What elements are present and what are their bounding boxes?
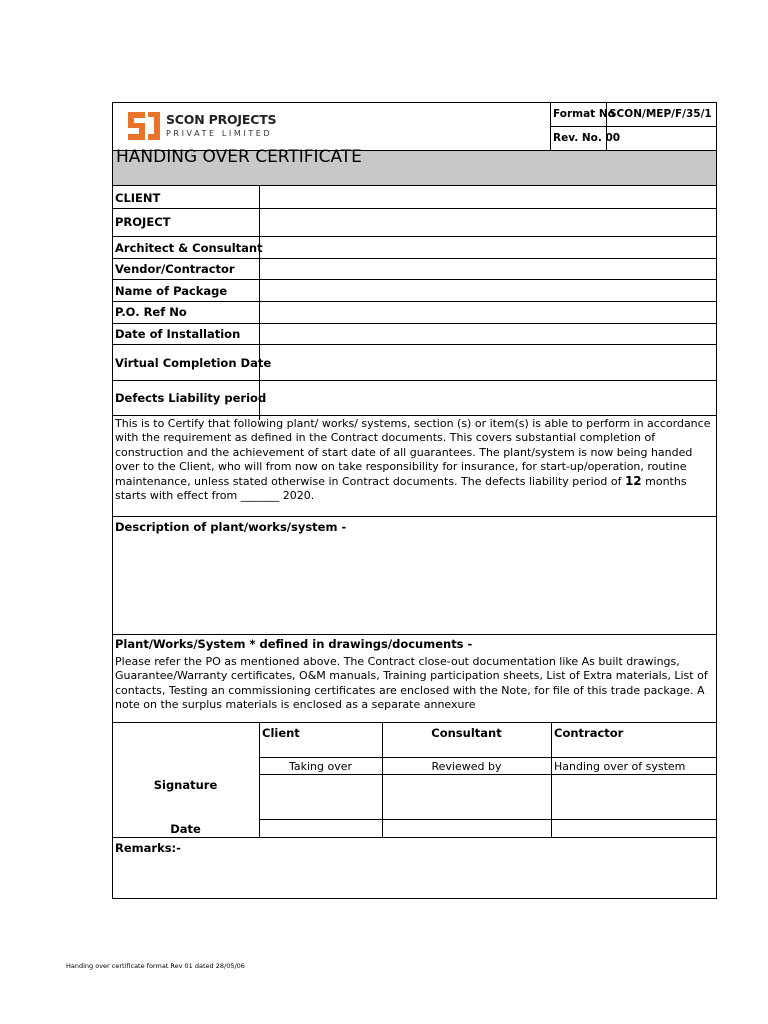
plant-section-body: Please refer the PO as mentioned above. The Contract close-out documentation like As built drawings, Guarantee/Warranty certificates, O&M manuals, Training participation sheets, List of Extra materials, List of contacts, Testing an commissioning certificates are enclosed with the Note, for file of this trade package. A note on the surplus materials is enclosed as a separate annexure <box>115 655 708 711</box>
date-consultant-box[interactable] <box>383 820 550 836</box>
certify-text-after: months starts with effect from _______ 2020. <box>115 475 687 503</box>
format-no-value: SCON/MEP/F/35/1 <box>609 108 712 120</box>
signoff-role-consultant: Reviewed by <box>431 760 502 773</box>
signature-client-box[interactable] <box>260 775 381 818</box>
row-line <box>112 344 716 345</box>
signature-label: Signature <box>153 778 218 792</box>
field-label-architect: Architect & Consultant <box>115 241 263 255</box>
signoff-role-client: Taking over <box>288 760 353 773</box>
outer-right-border <box>716 102 717 898</box>
row-line <box>112 837 716 838</box>
field-column-divider <box>259 186 260 420</box>
field-label-defects-period: Defects Liability period <box>115 391 267 405</box>
signoff-role-contractor: Handing over of system <box>554 760 686 773</box>
field-label-client: CLIENT <box>115 191 161 205</box>
signoff-col-client: Client <box>262 726 300 740</box>
signature-consultant-box[interactable] <box>383 775 550 818</box>
certificate-form <box>112 102 716 898</box>
field-label-completion-date: Virtual Completion Date <box>115 356 272 370</box>
outer-bottom-border <box>112 898 717 899</box>
row-line <box>112 258 716 259</box>
company-name: SCON PROJECTS <box>166 112 277 127</box>
rev-no-label: Rev. No. 00 <box>553 132 621 144</box>
remarks-label: Remarks:- <box>115 841 181 855</box>
field-label-package: Name of Package <box>115 284 228 298</box>
description-area[interactable] <box>113 536 715 634</box>
row-line <box>112 516 716 517</box>
signoff-row-line <box>259 757 716 758</box>
footer-note: Handing over certificate format Rev 01 dated 28/05/06 <box>66 962 245 970</box>
field-label-vendor: Vendor/Contractor <box>115 262 235 276</box>
date-label: Date <box>170 822 201 836</box>
row-line <box>112 323 716 324</box>
outer-top-border <box>112 102 717 103</box>
certify-paragraph <box>115 417 713 504</box>
row-line <box>112 236 716 237</box>
company-logo <box>128 111 277 143</box>
signoff-col-consultant: Consultant <box>431 726 502 740</box>
row-line <box>112 380 716 381</box>
row-line <box>112 722 716 723</box>
field-label-project: PROJECT <box>115 215 171 229</box>
description-label: Description of plant/works/system - <box>115 520 347 534</box>
scon-logo-icon <box>128 111 160 141</box>
field-label-installation-date: Date of Installation <box>115 327 241 341</box>
plant-section-heading: Plant/Works/System * defined in drawings/documents - <box>115 637 473 651</box>
format-no-label: Format No <box>553 108 615 120</box>
row-line <box>112 208 716 209</box>
signature-contractor-box[interactable] <box>552 775 715 818</box>
row-line <box>112 415 716 416</box>
page-title: HANDING OVER CERTIFICATE <box>116 147 362 167</box>
row-line <box>112 301 716 302</box>
field-label-po-ref: P.O. Ref No <box>115 305 187 319</box>
certify-text-before: This is to Certify that following plant/ works/ systems, section (s) or item(s) is able to perform in accordance with the requirement as defined in the Contract documents. This covers substantial completion of construction and the achievement of start date of all guarantees. The plant/system is now being handed over to the Client, who will from now on take responsibility for insurance, for start-up/operation, routine maintenance, unless stated otherwise in Contract documents. The defects liability period of <box>115 417 711 489</box>
row-line <box>112 634 716 635</box>
company-subtitle: PRIVATE LIMITED <box>166 129 273 138</box>
date-client-box[interactable] <box>260 820 381 836</box>
defects-months: 12 <box>624 474 642 489</box>
signoff-col-contractor: Contractor <box>554 726 624 740</box>
row-line <box>112 279 716 280</box>
date-contractor-box[interactable] <box>552 820 715 836</box>
remarks-area[interactable] <box>113 857 715 897</box>
format-divider-row <box>550 126 716 127</box>
